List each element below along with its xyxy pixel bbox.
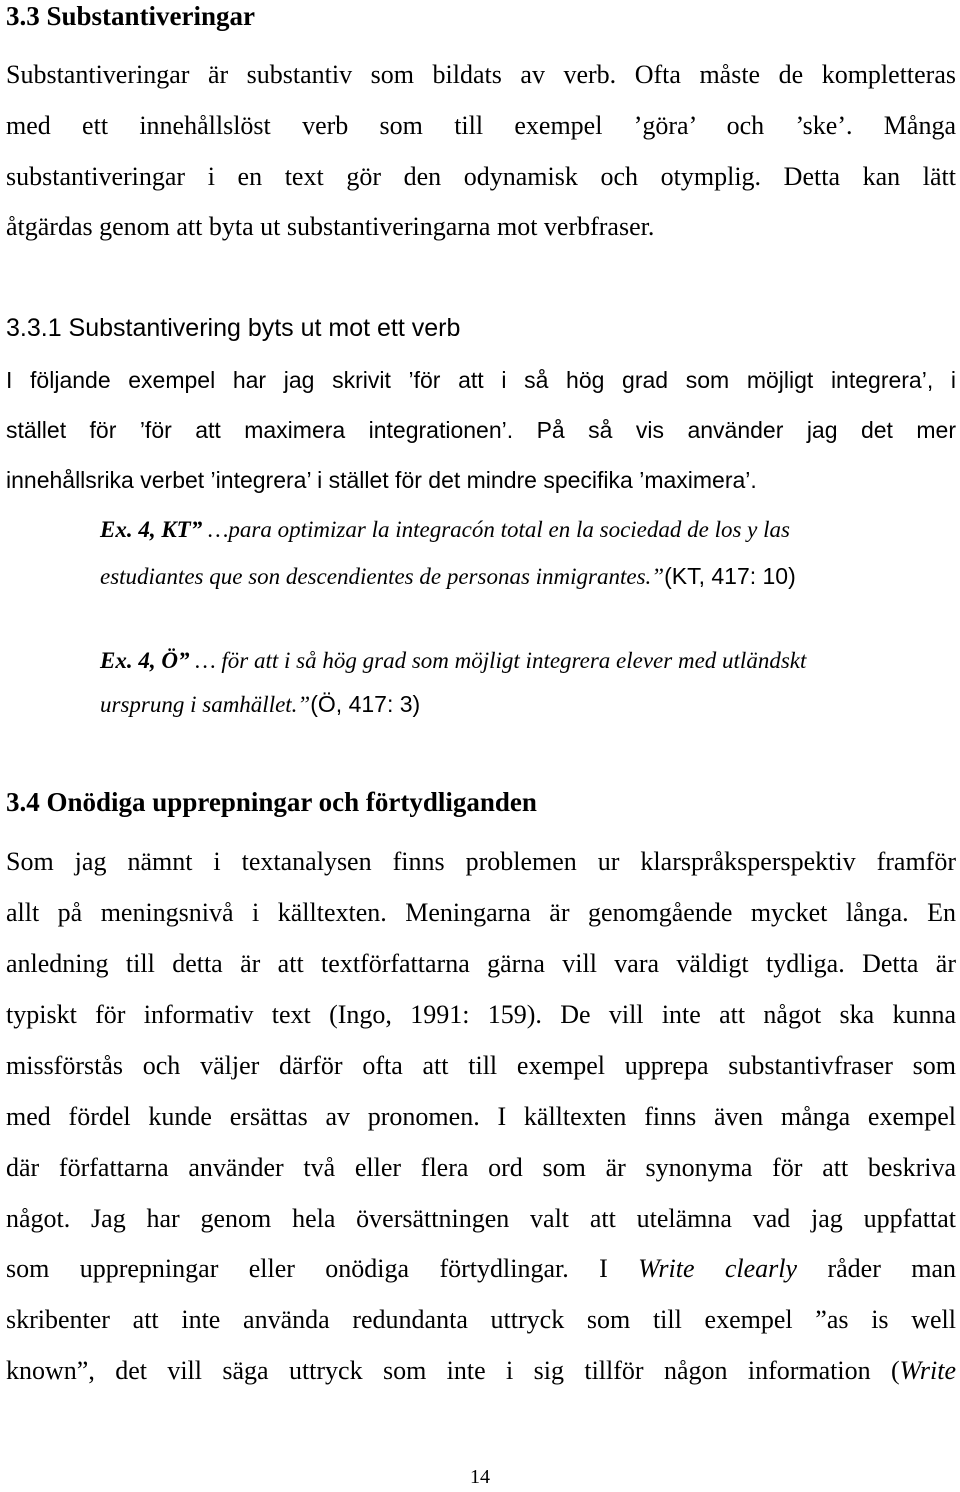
paragraph-line: known”, det vill säga uttryck som inte i sig tillför någon information (Write bbox=[6, 1356, 956, 1385]
section-heading-3-4: 3.4 Onödiga upprepningar och förtydliganden bbox=[6, 787, 537, 817]
example-source: (KT, 417: 10) bbox=[664, 563, 796, 589]
book-title: Write bbox=[899, 1356, 956, 1385]
paragraph-line: något. Jag har genom hela översättningen valt att utelämna vad jag uppfattat bbox=[6, 1204, 956, 1233]
page-number: 14 bbox=[470, 1466, 490, 1488]
section-heading-3-3: 3.3 Substantiveringar bbox=[6, 1, 256, 31]
example-kt-cont bbox=[100, 560, 796, 593]
paragraph-line: som upprepningar eller onödiga förtydlingar. I Write clearly råder man bbox=[6, 1254, 957, 1283]
example-source: (Ö, 417: 3) bbox=[310, 691, 421, 717]
paragraph-line: åtgärdas genom att byta ut substantiveringarna mot verbfraser. bbox=[6, 212, 655, 241]
example-kt bbox=[100, 514, 790, 546]
paragraph-line: Som jag nämnt i textanalysen finns problemen ur klarspråksperspektiv framför bbox=[6, 847, 956, 876]
paragraph-line: innehållsrika verbet ’integrera’ i stället för det mindre specifika ’maximera’. bbox=[6, 467, 757, 493]
book-title: Write clearly bbox=[638, 1254, 798, 1283]
paragraph-line: stället för ’för att maximera integrationen’. På så vis använder jag det mer bbox=[6, 417, 956, 443]
example-label: Ex. 4, KT” bbox=[100, 517, 203, 542]
example-label: Ex. 4, Ö” bbox=[100, 648, 190, 673]
paragraph-line: anledning till detta är att textförfattarna gärna vill vara väldigt tydliga. Detta är bbox=[6, 949, 956, 978]
paragraph-line: Substantiveringar är substantiv som bildats av verb. Ofta måste de kompletteras bbox=[6, 60, 956, 89]
section-heading-3-3-1: 3.3.1 Substantivering byts ut mot ett verb bbox=[6, 314, 461, 342]
paragraph-line: med fördel kunde ersättas av pronomen. I källtexten finns även många exempel bbox=[6, 1102, 956, 1131]
paragraph-line: allt på meningsnivå i källtexten. Meningarna är genomgående mycket långa. En bbox=[6, 898, 956, 927]
example-text: ursprung i samhället.” bbox=[100, 692, 311, 717]
paragraph-line: där författarna använder två eller flera ord som är synonyma för att beskriva bbox=[6, 1153, 956, 1182]
paragraph-line: I följande exempel har jag skrivit ’för att i så hög grad som möjligt integrera’, i bbox=[6, 367, 956, 393]
paragraph-line: substantiveringar i en text gör den odynamisk och otymplig. Detta kan lätt bbox=[6, 162, 956, 191]
paragraph-line: typiskt för informativ text (Ingo, 1991: 159). De vill inte att något ska kunna bbox=[6, 1000, 956, 1029]
paragraph-line: skribenter att inte använda redundanta uttryck som till exempel ”as is well bbox=[6, 1305, 956, 1334]
paragraph-line: missförstås och väljer därför ofta att till exempel upprepa substantivfraser som bbox=[6, 1051, 956, 1080]
example-text: estudiantes que son descendientes de personas inmigrantes.” bbox=[100, 564, 665, 589]
example-o bbox=[100, 645, 806, 677]
example-text: … för att i så hög grad som möjligt integrera elever med utländskt bbox=[195, 648, 807, 673]
example-text: …para optimizar la integracón total en la sociedad de los y las bbox=[207, 517, 790, 542]
paragraph-line: med ett innehållslöst verb som till exempel ’göra’ och ’ske’. Många bbox=[6, 111, 956, 140]
example-o-cont bbox=[100, 688, 420, 721]
